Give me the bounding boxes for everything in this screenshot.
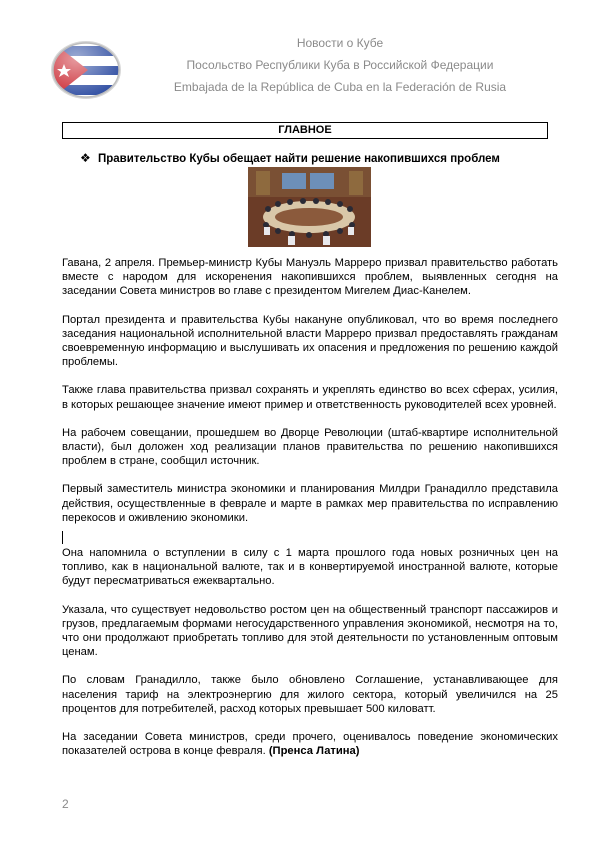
- article-paragraph: Портал президента и правительства Кубы накануне опубликовал, что во время последнего заседания национальной исполнительной власти Марреро призвал предоставлять гражданам своевременную информацию и выслушивать их опасения и предложения по решению каждой проблемы.: [62, 313, 558, 369]
- header-line-spanish: Embajada de la República de Cuba en la Federación de Rusia: [173, 80, 507, 94]
- article-paragraph: Она напомнила о вступлении в силу с 1 марта прошлого года новых розничных цен на топливо, как в национальной валюте, так и в конвертируемой иностранной валюте, которые будут пересматриваться ежеквартально.: [62, 547, 558, 588]
- section-title: ГЛАВНОЕ: [278, 124, 332, 136]
- article-paragraph: Первый заместитель министра экономики и планирования Милдри Гранадилло представила действия, осуществленные в феврале и марте в рамках мер правительства по исправлению перекосов и оживлению экономики.: [62, 483, 558, 524]
- cuba-flag-sphere-icon: [50, 40, 122, 100]
- article-body: [62, 256, 558, 772]
- article-paragraph: Гавана, 2 апреля. Премьер-министр Кубы Мануэль Марреро призвал правительство работать вместе с народом для искоренения накопившихся проблем, выявленных сегодня на заседании Совета министров во главе с президентом Мигелем Диас-Канелем.: [62, 257, 558, 298]
- header-line-news: Новости о Кубе: [296, 36, 384, 50]
- text-cursor: [62, 531, 63, 544]
- article-paragraph: Указала, что существует недовольство ростом цен на общественный транспорт пассажиров и грузов, предлагаемым формами негосударственного управления экономикой, несмотря на то, что они продолжают приобретать топливо для этой деятельности по установленным оптовым ценам.: [62, 603, 558, 659]
- embassy-header: [130, 32, 550, 98]
- council-meeting-photo: [248, 167, 371, 247]
- article-paragraph: На рабочем совещании, прошедшем во Дворце Революции (штаб-квартире исполнительной власти), был доложен ход реализации планов правительства по решению накопившихся проблем в стране, сообщил источник.: [62, 426, 558, 468]
- article-source: (Пренса Латина): [268, 745, 360, 758]
- page-number: 2: [62, 797, 69, 811]
- header-line-russian: Посольство Республики Куба в Российской Федерации: [186, 58, 494, 72]
- article-paragraph-last: [62, 730, 558, 758]
- section-title-box: [62, 122, 548, 139]
- headline-text: Правительство Кубы обещает найти решение накопившихся проблем: [98, 153, 500, 165]
- article-paragraph: По словам Гранадилло, также было обновлено Соглашение, устанавливающее для населения тариф на электроэнергию для жилого сектора, который увеличился на 25 процентов для потребителей, расход которых превышает 500 киловатт.: [62, 674, 558, 715]
- article-headline: [80, 151, 550, 165]
- article-paragraph-text: На заседании Совета министров, среди прочего, оценивалось поведение экономических показателей острова в конце февраля.: [62, 731, 558, 758]
- article-paragraph: Также глава правительства призвал сохранять и укреплять единство во всех сферах, усилия, в которых решающее значение имеют пример и ответственность руководителей всех уровней.: [62, 384, 558, 411]
- diamond-bullet-icon: ❖: [80, 151, 91, 165]
